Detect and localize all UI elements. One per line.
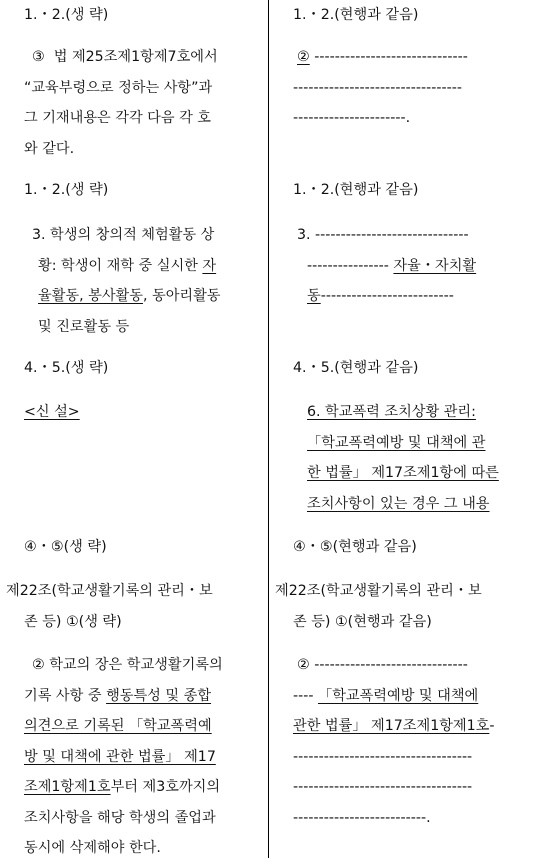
left-new-marker bbox=[24, 397, 80, 428]
right-items-4-5: 4.・5.(현행과 같음) bbox=[293, 360, 419, 376]
left-p3-line-1: ③ 법 제25조제1항제7호에서 bbox=[32, 49, 218, 65]
right-paragraph-2 bbox=[293, 650, 495, 833]
text: ---- bbox=[293, 687, 318, 704]
left-p2-line-2 bbox=[24, 681, 223, 712]
text: ------------------------------ bbox=[309, 49, 468, 65]
underlined-text: 「학교폭력예방 및 대책에 bbox=[318, 687, 479, 704]
right-p3-line-3: ----------------------. bbox=[293, 110, 411, 126]
left-paragraph-2 bbox=[24, 650, 223, 864]
right-p2-line-5: ----------------------------------- bbox=[293, 779, 473, 795]
right-article-22-line-1: 제22조(학교생활기록의 관리・보 bbox=[275, 583, 482, 599]
right-item-6-line-3: 한 법률」 제17조제1항에 따른 bbox=[307, 465, 499, 481]
left-p2-line-4 bbox=[24, 742, 223, 773]
left-article-22-line-2: 존 등) ①(생 략) bbox=[24, 613, 122, 630]
right-item-3-line-3 bbox=[297, 281, 476, 312]
right-paragraph-3 bbox=[293, 42, 468, 134]
left-items-4-5-paragraph: ④・⑤(생 략) bbox=[24, 539, 107, 555]
left-item-3-line-2 bbox=[32, 251, 221, 282]
underlined-text: 자율・자치활 bbox=[393, 257, 477, 274]
right-p2-line-4: ----------------------------------- bbox=[293, 748, 473, 765]
underlined-text: 방 및 대책에 관한 법률」 제17 bbox=[24, 748, 216, 765]
underlined-text: 조제1항제1호 bbox=[24, 779, 111, 795]
right-items-1-2-b: 1.・2.(현행과 같음) bbox=[293, 182, 419, 198]
new-label: <신 설> bbox=[24, 404, 80, 420]
left-item-3 bbox=[32, 220, 221, 342]
left-p2-line-3 bbox=[24, 711, 223, 742]
right-p3-line-1 bbox=[293, 42, 468, 73]
left-p2-line-5 bbox=[24, 772, 223, 803]
right-item-3-line-1: 3. ------------------------------ bbox=[297, 227, 469, 243]
right-item-6-line-1: 6. 학교폭력 조치상황 관리: bbox=[307, 404, 476, 420]
right-item-1-2: 1.・2.(현행과 같음) bbox=[293, 7, 419, 23]
right-p3-line-2: --------------------------------- bbox=[293, 79, 462, 96]
underlined-text: ② bbox=[297, 49, 310, 65]
text: ---------------- bbox=[307, 257, 394, 274]
text: 황: 학생이 재학 중 실시한 bbox=[38, 257, 203, 274]
left-item-1-2: 1.・2.(생 략) bbox=[24, 7, 109, 23]
left-p2-line-1: ② 학교의 장은 학교생활기록의 bbox=[32, 657, 223, 673]
underlined-text: 동 bbox=[307, 288, 321, 304]
right-item-6-line-4: 조치사항이 있는 경우 그 내용 bbox=[307, 495, 490, 512]
left-item-3-line-1: 3. 학생의 창의적 체험활동 상 bbox=[32, 227, 215, 243]
text: 부터 제3호까지의 bbox=[110, 779, 221, 795]
text: , 동아리활동 bbox=[142, 288, 221, 304]
right-article-22-line-2: 존 등) ①(현행과 같음) bbox=[293, 613, 432, 630]
right-article-22 bbox=[275, 576, 482, 637]
left-items-1-2-b: 1.・2.(생 략) bbox=[24, 182, 109, 198]
left-paragraph-3 bbox=[24, 42, 218, 164]
underlined-text: 행동특성 및 종합 bbox=[106, 687, 212, 704]
underlined-text: 관한 법률」 제17조제1항제1호 bbox=[293, 718, 490, 734]
left-item-3-line-3 bbox=[32, 281, 221, 312]
right-p2-line-6: --------------------------. bbox=[293, 809, 431, 826]
text: -------------------------- bbox=[320, 288, 454, 304]
underlined-text: 의견으로 기록된 「학교폭력예 bbox=[24, 718, 212, 734]
left-items-4-5: 4.・5.(생 략) bbox=[24, 360, 109, 376]
right-item-3 bbox=[297, 220, 476, 312]
left-item-3-line-4: 및 진로활동 등 bbox=[38, 318, 130, 335]
right-item-6-line-2: 「학교폭력예방 및 대책에 관 bbox=[307, 434, 486, 451]
underlined-text: 율활동, 봉사활동 bbox=[38, 288, 143, 304]
column-divider bbox=[268, 0, 269, 858]
right-p2-line-1: ② ------------------------------ bbox=[297, 657, 468, 673]
left-article-22 bbox=[6, 576, 213, 637]
text: 기록 사항 중 bbox=[24, 687, 107, 704]
right-items-4-5-paragraph: ④・⑤(현행과 같음) bbox=[293, 539, 417, 555]
left-p2-line-7: 동시에 삭제해야 한다. bbox=[24, 840, 161, 856]
right-item-6 bbox=[307, 397, 499, 519]
left-p3-line-4: 와 같다. bbox=[24, 140, 75, 157]
left-article-22-line-1: 제22조(학교생활기록의 관리・보 bbox=[6, 583, 213, 599]
right-p2-line-2 bbox=[293, 681, 495, 712]
left-p3-line-2: “교육부령으로 정하는 사항”과 bbox=[24, 79, 213, 96]
text: - bbox=[489, 718, 495, 734]
right-p2-line-3 bbox=[293, 711, 495, 742]
left-p3-line-3: 그 기재내용은 각각 다음 각 호 bbox=[24, 110, 212, 126]
left-p2-line-6: 조치사항을 해당 학생의 졸업과 bbox=[24, 809, 216, 826]
right-item-3-line-2 bbox=[297, 251, 476, 282]
underlined-text: 자 bbox=[202, 257, 217, 274]
